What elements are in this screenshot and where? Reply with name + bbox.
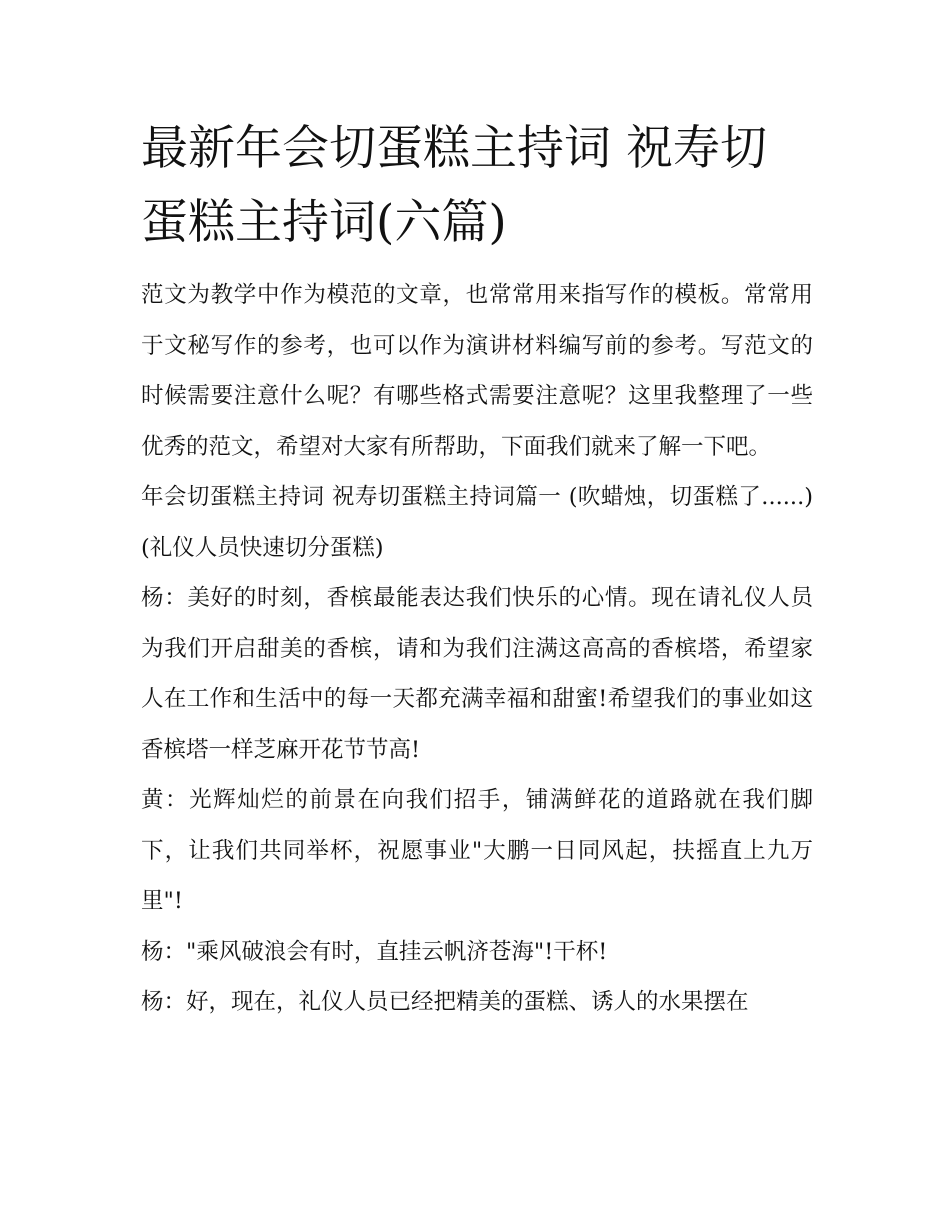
document-title: 最新年会切蛋糕主持词 祝寿切蛋糕主持词(六篇): [141, 121, 767, 250]
document-body: [141, 112, 813, 1028]
intro-paragraph: 范文为教学中作为模范的文章，也常常用来指写作的模板。常常用于文秘写作的参考，也可以作为演讲材料编写前的参考。写范文的时候需要注意什么呢？有哪些格式需要注意呢？这里我整理了一些优秀的范文，希望对大家有所帮助，下面我们就来了解一下吧。: [141, 282, 813, 460]
paragraph-1: 年会切蛋糕主持词 祝寿切蛋糕主持词篇一 (吹蜡烛，切蛋糕了......)(礼仪人员快速切分蛋糕): [141, 484, 813, 561]
paragraph-4: 杨："乘风破浪会有时，直挂云帆济苍海"!干杯!: [141, 938, 608, 965]
paragraph-2: 杨：美好的时刻，香槟最能表达我们快乐的心情。现在请礼仪人员为我们开启甜美的香槟，请和为我们注满这高高的香槟塔，希望家人在工作和生活中的每一天都充满幸福和甜蜜!希望我们的事业如这香槟塔一样芝麻开花节节高!: [141, 585, 813, 763]
paragraph-3: 黄：光辉灿烂的前景在向我们招手，铺满鲜花的道路就在我们脚下，让我们共同举杯，祝愿事业"大鹏一日同风起，扶摇直上九万里"!: [141, 787, 813, 914]
paragraph-5: 杨：好，现在，礼仪人员已经把精美的蛋糕、诱人的水果摆在: [141, 989, 749, 1015]
